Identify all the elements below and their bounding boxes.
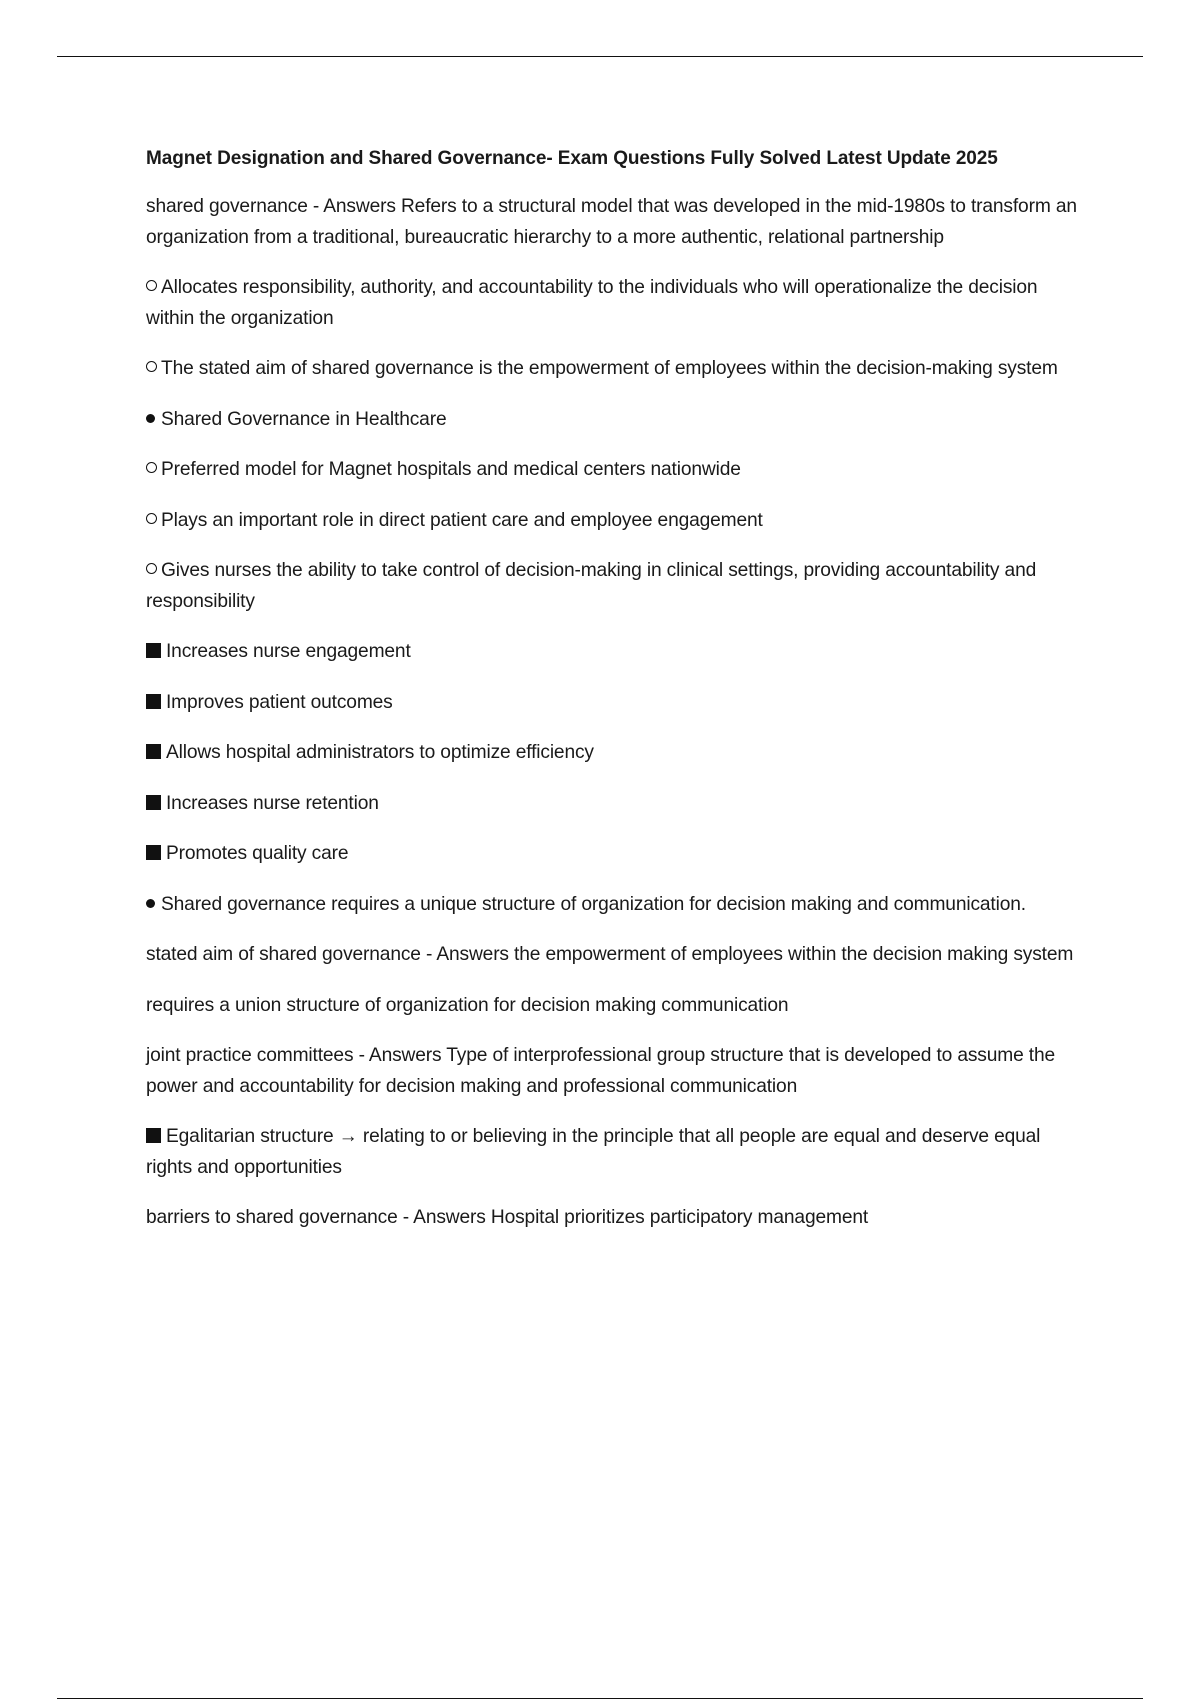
paragraph-text: shared governance - Answers Refers to a structural model that was developed in the mid-1980s to transform an organization from a traditional, bureaucratic hierarchy to a more authentic, relational partnership [146, 196, 1077, 248]
paragraph-text: Improves patient outcomes [166, 691, 393, 713]
hollow-circle-bullet-icon [146, 462, 157, 473]
paragraph-text: Egalitarian structure → relating to or believing in the principle that all people are equal and deserve equal rights and opportunities [146, 1126, 1041, 1178]
paragraph [146, 273, 1086, 334]
square-bullet-icon [146, 694, 161, 709]
paragraph-text: Allocates responsibility, authority, and accountability to the individuals who will operationalize the decision within the organization [146, 277, 1038, 329]
paragraph [146, 354, 1086, 385]
paragraph [146, 991, 1086, 1022]
paragraph [146, 405, 1086, 436]
paragraph-text: stated aim of shared governance - Answers the empowerment of employees within the decision making system [146, 944, 1074, 965]
paragraph [146, 1041, 1086, 1102]
paragraph-text: Allows hospital administrators to optimize efficiency [166, 742, 594, 763]
paragraph-text: requires a union structure of organization for decision making communication [146, 994, 789, 1016]
square-bullet-icon [146, 795, 161, 810]
paragraph-text: The stated aim of shared governance is the empowerment of employees within the decision-making system [161, 358, 1058, 379]
paragraph-text: Plays an important role in direct patient care and employee engagement [161, 509, 763, 531]
paragraph-text: Gives nurses the ability to take control of decision-making in clinical settings, providing accountability and responsibility [146, 560, 1037, 612]
paragraph-text: Shared governance requires a unique structure of organization for decision making and communication. [161, 893, 1026, 915]
square-bullet-icon [146, 1128, 161, 1143]
paragraph [146, 506, 1086, 537]
paragraph [146, 192, 1086, 253]
paragraph-text: Increases nurse engagement [166, 641, 411, 662]
paragraph [146, 556, 1086, 617]
paragraph [146, 455, 1086, 486]
paragraph [146, 789, 1086, 820]
hollow-circle-bullet-icon [146, 563, 157, 574]
square-bullet-icon [146, 643, 161, 658]
filled-disc-bullet-icon [146, 414, 155, 423]
paragraph [146, 1122, 1086, 1183]
hollow-circle-bullet-icon [146, 361, 157, 372]
paragraph [146, 688, 1086, 719]
paragraph-text: Increases nurse retention [166, 792, 379, 814]
paragraph-text: joint practice committees - Answers Type of interprofessional group structure that is developed to assume the power and accountability for decision making and professional communication [146, 1045, 1056, 1097]
paragraph [146, 637, 1086, 668]
paragraph-text: barriers to shared governance - Answers Hospital prioritizes participatory management [146, 1207, 869, 1228]
hollow-circle-bullet-icon [146, 513, 157, 524]
document-title: Magnet Designation and Shared Governance- Exam Questions Fully Solved Latest Update 2025 [146, 148, 998, 169]
paragraph [146, 890, 1086, 921]
square-bullet-icon [146, 845, 161, 860]
paragraph-text: Preferred model for Magnet hospitals and medical centers nationwide [161, 459, 741, 480]
paragraph [146, 738, 1086, 769]
header-rule [57, 56, 1143, 57]
paragraph [146, 940, 1086, 971]
hollow-circle-bullet-icon [146, 280, 157, 291]
footer-rule [57, 1698, 1143, 1699]
paragraph-text: Shared Governance in Healthcare [161, 408, 447, 430]
paragraph [146, 1203, 1086, 1234]
square-bullet-icon [146, 744, 161, 759]
filled-disc-bullet-icon [146, 899, 155, 908]
document-body [146, 144, 1086, 1254]
paragraph-text: Promotes quality care [166, 843, 349, 864]
paragraph [146, 839, 1086, 870]
